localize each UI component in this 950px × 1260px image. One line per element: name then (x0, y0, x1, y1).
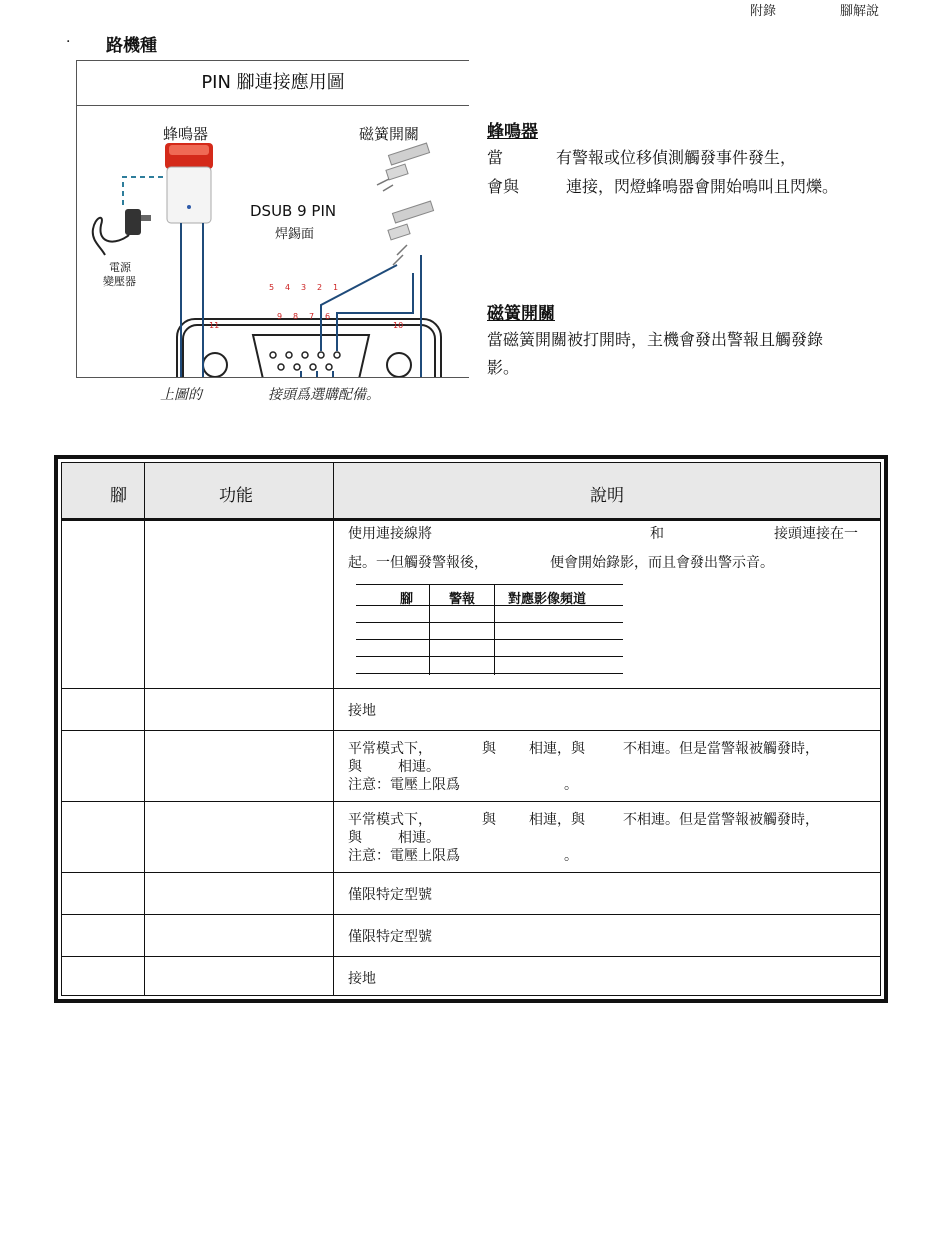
row4-desc-3a: 注意：電壓上限爲 (348, 848, 460, 864)
power-adapter-icon (93, 209, 151, 255)
row-divider (62, 914, 880, 915)
row3-desc-2a: 與 (348, 759, 362, 775)
figure-caption-right: 接頭爲選購配備。 (268, 387, 380, 403)
buzzer-note-line1a: 當 (487, 148, 504, 167)
pin-number: 5 (269, 283, 275, 292)
reed-note-line2: 影。 (487, 358, 520, 377)
row4-desc-2a: 與 (348, 830, 362, 846)
pin-number: 3 (301, 283, 307, 292)
table-header-row (62, 463, 880, 521)
buzzer-note-title: 蜂鳴器 (487, 122, 538, 142)
mini-divider (429, 584, 430, 675)
row4-desc-1b: 與 (482, 812, 496, 828)
figure-title: PIN 腳連接應用圖 (77, 61, 469, 106)
col-divider (144, 463, 145, 995)
row1-desc-1a: 使用連接線將 (348, 526, 432, 542)
row1-desc-2a: 起。一但觸發警報後， (348, 555, 488, 571)
row4-desc-3b: 。 (564, 848, 578, 864)
reed-note-line1: 當磁簧開關被打開時，主機會發出警報且觸發錄 (487, 330, 824, 349)
header-description: 說明 (590, 486, 624, 506)
mini-header-alarm: 警報 (449, 592, 476, 607)
row3-desc-1a: 平常模式下， (348, 741, 432, 757)
mini-line (356, 622, 623, 623)
adapter-label-2: 變壓器 (103, 275, 136, 288)
header-function: 功能 (219, 486, 253, 506)
connection-diagram (77, 105, 469, 377)
header-right-text: 腳解說 (840, 4, 880, 19)
mini-line (356, 584, 623, 585)
row1-desc-1b: 和 (650, 526, 664, 542)
hole-number-left: 11 (209, 321, 220, 330)
pin-number: 9 (277, 312, 283, 321)
row5-desc: 僅限特定型號 (348, 887, 432, 903)
figure-caption-left: 上圖的 (160, 387, 202, 403)
row-divider (62, 730, 880, 731)
adapter-dashed-wire (123, 177, 165, 205)
dsub-label: DSUB 9 PIN (250, 202, 337, 220)
buzzer-note-line1b: 有警報或位移偵測觸發事件發生， (556, 148, 797, 167)
row6-desc: 僅限特定型號 (348, 929, 432, 945)
buzzer-note-line2b: 連接，閃燈蜂鳴器會開始鳴叫且閃爍。 (566, 177, 839, 196)
row3-desc-2b: 相連。 (398, 759, 440, 775)
buzzer-label: 蜂鳴器 (163, 125, 209, 143)
row4-desc-1a: 平常模式下， (348, 812, 432, 828)
row1-desc-1c: 接頭連接在一 (774, 526, 858, 542)
row3-desc-1d: 不相連。但是當警報被觸發時， (623, 741, 819, 757)
mini-line (356, 656, 623, 657)
row4-desc-1d: 不相連。但是當警報被觸發時， (623, 812, 819, 828)
reed-switch-icon (377, 143, 434, 265)
pin-diagram-figure (76, 60, 469, 378)
row-divider (62, 801, 880, 802)
mini-header-pin: 腳 (400, 592, 414, 607)
adapter-label-1: 電源 (109, 261, 131, 274)
row3-desc-3b: 。 (564, 777, 578, 793)
pin-number: 8 (293, 312, 299, 321)
row-divider (62, 956, 880, 957)
buzzer-icon (165, 143, 213, 223)
row1-desc-2b: 便會開始錄影，而且會發出警示音。 (550, 555, 774, 571)
pin-number: 2 (317, 283, 323, 292)
pin-number: 1 (333, 283, 339, 292)
mini-divider (494, 584, 495, 675)
pin-number: 4 (285, 283, 291, 292)
reed-switch-label: 磁簧開關 (359, 125, 420, 143)
mini-line (356, 639, 623, 640)
mini-line (356, 673, 623, 674)
alarm-channel-table (356, 584, 623, 675)
row7-desc: 接地 (348, 971, 376, 987)
row2-desc: 接地 (348, 703, 376, 719)
pin-number: 7 (309, 312, 315, 321)
header-left-text: 附錄 (750, 4, 777, 19)
hole-number-right: 10 (393, 321, 404, 330)
row-divider (62, 872, 880, 873)
section-bullet: · (66, 34, 71, 50)
row3-desc-1b: 與 (482, 741, 496, 757)
row3-desc-1c: 相連，與 (529, 741, 585, 757)
solder-side-label: 焊錫面 (275, 227, 315, 242)
header-pin: 腳 (110, 486, 127, 506)
row4-desc-2b: 相連。 (398, 830, 440, 846)
pin-definition-table (54, 455, 888, 1003)
row3-desc-3a: 注意：電壓上限爲 (348, 777, 460, 793)
pin-number: 6 (325, 312, 331, 321)
mini-header-channel: 對應影像頻道 (508, 592, 587, 607)
table-frame (61, 462, 881, 996)
buzzer-note-line2a: 會與 (487, 177, 520, 196)
section-title: 路機種 (106, 36, 157, 56)
col-divider (333, 463, 334, 995)
row4-desc-1c: 相連，與 (529, 812, 585, 828)
row-divider (62, 688, 880, 689)
reed-note-title: 磁簧開關 (487, 304, 555, 324)
